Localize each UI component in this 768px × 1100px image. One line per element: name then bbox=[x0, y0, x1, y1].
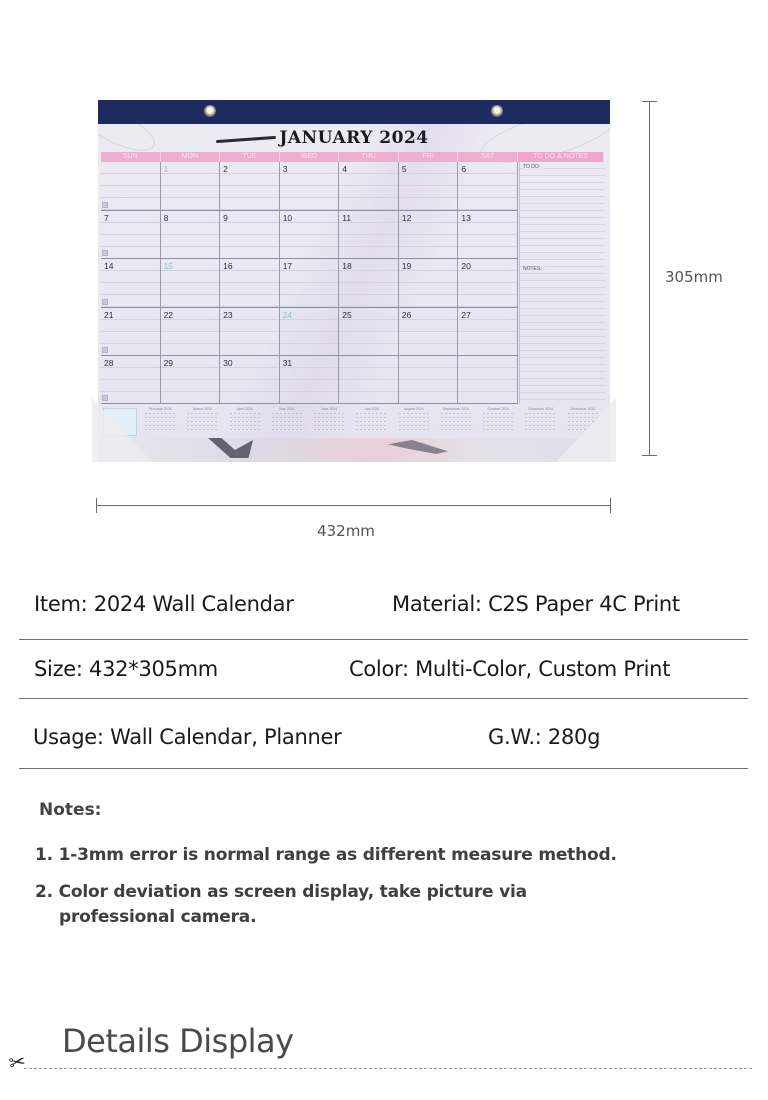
day-number: 6 bbox=[461, 164, 467, 174]
day-number: 14 bbox=[104, 261, 114, 272]
spec-size: Size: 432*305mm bbox=[34, 657, 218, 681]
hanging-hole-icon bbox=[491, 105, 503, 117]
day-number: 23 bbox=[223, 309, 233, 320]
calendar-cell bbox=[339, 355, 399, 403]
height-dimension-label: 305mm bbox=[665, 268, 723, 286]
spec-row bbox=[19, 576, 748, 640]
calendar-cell: 6 ····· bbox=[458, 162, 518, 210]
calendar-cell: 12 ····· bbox=[399, 210, 459, 258]
calendar-grid bbox=[101, 162, 518, 404]
calendar-cell: 30 ····· bbox=[220, 355, 280, 403]
week-number-icon bbox=[102, 395, 108, 401]
spec-usage: Usage: Wall Calendar, Planner bbox=[33, 725, 342, 749]
calendar-cell bbox=[101, 162, 161, 210]
mini-month: December 2024 bbox=[562, 406, 604, 438]
mini-month: February 2024 bbox=[139, 406, 181, 438]
day-number: 31 bbox=[282, 357, 293, 368]
calendar-month-title: JANUARY 2024 bbox=[279, 128, 429, 148]
calendar-cell: 10 ····· bbox=[280, 210, 340, 258]
width-dimension-label: 432mm bbox=[317, 522, 375, 540]
spec-material: Material: C2S Paper 4C Print bbox=[392, 592, 680, 616]
calendar-sheet bbox=[98, 124, 610, 462]
spec-color: Color: Multi-Color, Custom Print bbox=[349, 657, 671, 681]
day-header-row bbox=[101, 152, 604, 162]
day-number: 8 bbox=[163, 213, 169, 224]
calendar-cell: 31 ····· bbox=[280, 355, 340, 403]
section-title-details-display: Details Display bbox=[62, 1022, 294, 1060]
day-number: 19 bbox=[401, 261, 412, 272]
notes-title: Notes: bbox=[39, 800, 102, 820]
mini-month-strip bbox=[101, 406, 604, 438]
calendar-cell: 13 ····· bbox=[458, 210, 518, 258]
mini-month: August 2024 bbox=[393, 406, 435, 438]
day-header-tue: TUE bbox=[220, 152, 280, 162]
mini-month: November 2024 bbox=[519, 406, 561, 438]
calendar-cell: 17 ····· bbox=[280, 258, 340, 306]
calendar-cell: 11 ····· bbox=[339, 210, 399, 258]
width-dimension-line bbox=[96, 505, 611, 506]
day-header-fri: FRI bbox=[399, 152, 459, 162]
calendar-cell: 26 ····· bbox=[399, 307, 459, 355]
day-number: 18 bbox=[342, 261, 352, 272]
calendar-cell: 19 ····· bbox=[399, 258, 459, 306]
scissors-icon: ✂ bbox=[7, 1050, 28, 1076]
notes-label: NOTES: bbox=[523, 266, 545, 272]
calendar-cell: 15 ····· bbox=[161, 258, 221, 306]
marble-base-decoration bbox=[98, 438, 610, 462]
calendar-cell: 7 ····· bbox=[101, 210, 161, 258]
day-number: 26 bbox=[401, 309, 412, 320]
day-number: 20 bbox=[461, 261, 471, 272]
calendar-cell: 25 ····· bbox=[339, 307, 399, 355]
day-number: 29 bbox=[163, 357, 174, 368]
spec-item: Item: 2024 Wall Calendar bbox=[34, 592, 294, 616]
day-number: 12 bbox=[401, 213, 412, 224]
mini-month: July 2024 bbox=[350, 406, 392, 438]
day-number: 3 bbox=[282, 164, 288, 174]
week-number-icon bbox=[102, 347, 108, 353]
todo-label: TO DO: bbox=[523, 164, 543, 170]
calendar-cell bbox=[399, 355, 459, 403]
day-number: 24 bbox=[282, 309, 293, 320]
calendar-cell: 24 ····· bbox=[280, 307, 340, 355]
day-number: 25 bbox=[342, 309, 352, 320]
calendar-cell: 18 ····· bbox=[339, 258, 399, 306]
day-number: 22 bbox=[163, 309, 174, 320]
day-header-mon: MON bbox=[161, 152, 221, 162]
mini-month: March 2024 bbox=[181, 406, 223, 438]
height-dimension-line bbox=[649, 101, 650, 456]
day-number: 9 bbox=[223, 213, 228, 224]
day-number: 15 bbox=[163, 261, 174, 272]
day-header-todo-notes: TO DO & NOTES bbox=[518, 152, 604, 162]
note-item: 1. 1-3mm error is normal range as different measure method. bbox=[35, 845, 617, 865]
mini-month: April 2024 bbox=[224, 406, 266, 438]
calendar-product-image bbox=[98, 100, 610, 462]
day-number: 17 bbox=[282, 261, 293, 272]
calendar-cell: 14 ····· bbox=[101, 258, 161, 306]
day-number: 2 bbox=[223, 164, 228, 174]
spec-row bbox=[19, 640, 748, 699]
calendar-cell: 9 ····· bbox=[220, 210, 280, 258]
dashed-divider bbox=[24, 1068, 752, 1069]
day-number: 10 bbox=[282, 213, 293, 224]
todo-notes-panel bbox=[519, 162, 605, 404]
calendar-cell: 1 ····· bbox=[161, 162, 221, 210]
calendar-cell: 4 ····· bbox=[339, 162, 399, 210]
mini-month: September 2024 bbox=[435, 406, 477, 438]
week-number-icon bbox=[102, 250, 108, 256]
week-number-icon bbox=[102, 299, 108, 305]
calendar-cell: 29 ····· bbox=[161, 355, 221, 403]
note-item-continued: professional camera. bbox=[59, 907, 257, 927]
hanging-hole-icon bbox=[204, 105, 216, 117]
calendar-cell: 22 ····· bbox=[161, 307, 221, 355]
calendar-cell: 3 ····· bbox=[280, 162, 340, 210]
calendar-top-band bbox=[98, 100, 610, 124]
day-header-thu: THU bbox=[339, 152, 399, 162]
day-number: 13 bbox=[461, 213, 471, 224]
calendar-cell: 23 ····· bbox=[220, 307, 280, 355]
calendar-cell: 28 ····· bbox=[101, 355, 161, 403]
calendar-cell: 21 ····· bbox=[101, 307, 161, 355]
spec-weight: G.W.: 280g bbox=[488, 725, 601, 749]
day-number: 4 bbox=[342, 164, 348, 174]
day-number: 21 bbox=[104, 309, 114, 320]
day-number: 11 bbox=[342, 213, 352, 224]
day-header-sat: SAT bbox=[458, 152, 518, 162]
calendar-cell: 20 ····· bbox=[458, 258, 518, 306]
day-header-sun: SUN bbox=[101, 152, 161, 162]
week-number-icon bbox=[102, 202, 108, 208]
day-number: 28 bbox=[104, 357, 114, 368]
day-number: 7 bbox=[104, 213, 109, 224]
day-number: 27 bbox=[461, 309, 471, 320]
calendar-cell bbox=[458, 355, 518, 403]
day-header-wed: WED bbox=[280, 152, 340, 162]
calendar-cell: 5 ····· bbox=[399, 162, 459, 210]
day-number: 1 bbox=[163, 164, 169, 174]
spec-row bbox=[19, 699, 748, 769]
day-number: 16 bbox=[223, 261, 233, 272]
day-number: 30 bbox=[223, 357, 233, 368]
day-number: 5 bbox=[401, 164, 407, 174]
mini-month: October 2024 bbox=[477, 406, 519, 438]
calendar-cell: 8 ····· bbox=[161, 210, 221, 258]
calendar-cell: 2 ····· bbox=[220, 162, 280, 210]
calendar-cell: 16 ····· bbox=[220, 258, 280, 306]
calendar-cell: 27 ····· bbox=[458, 307, 518, 355]
mini-month: June 2024 bbox=[308, 406, 350, 438]
note-item: 2. Color deviation as screen display, take picture via bbox=[35, 882, 527, 902]
mini-month: May 2024 bbox=[266, 406, 308, 438]
